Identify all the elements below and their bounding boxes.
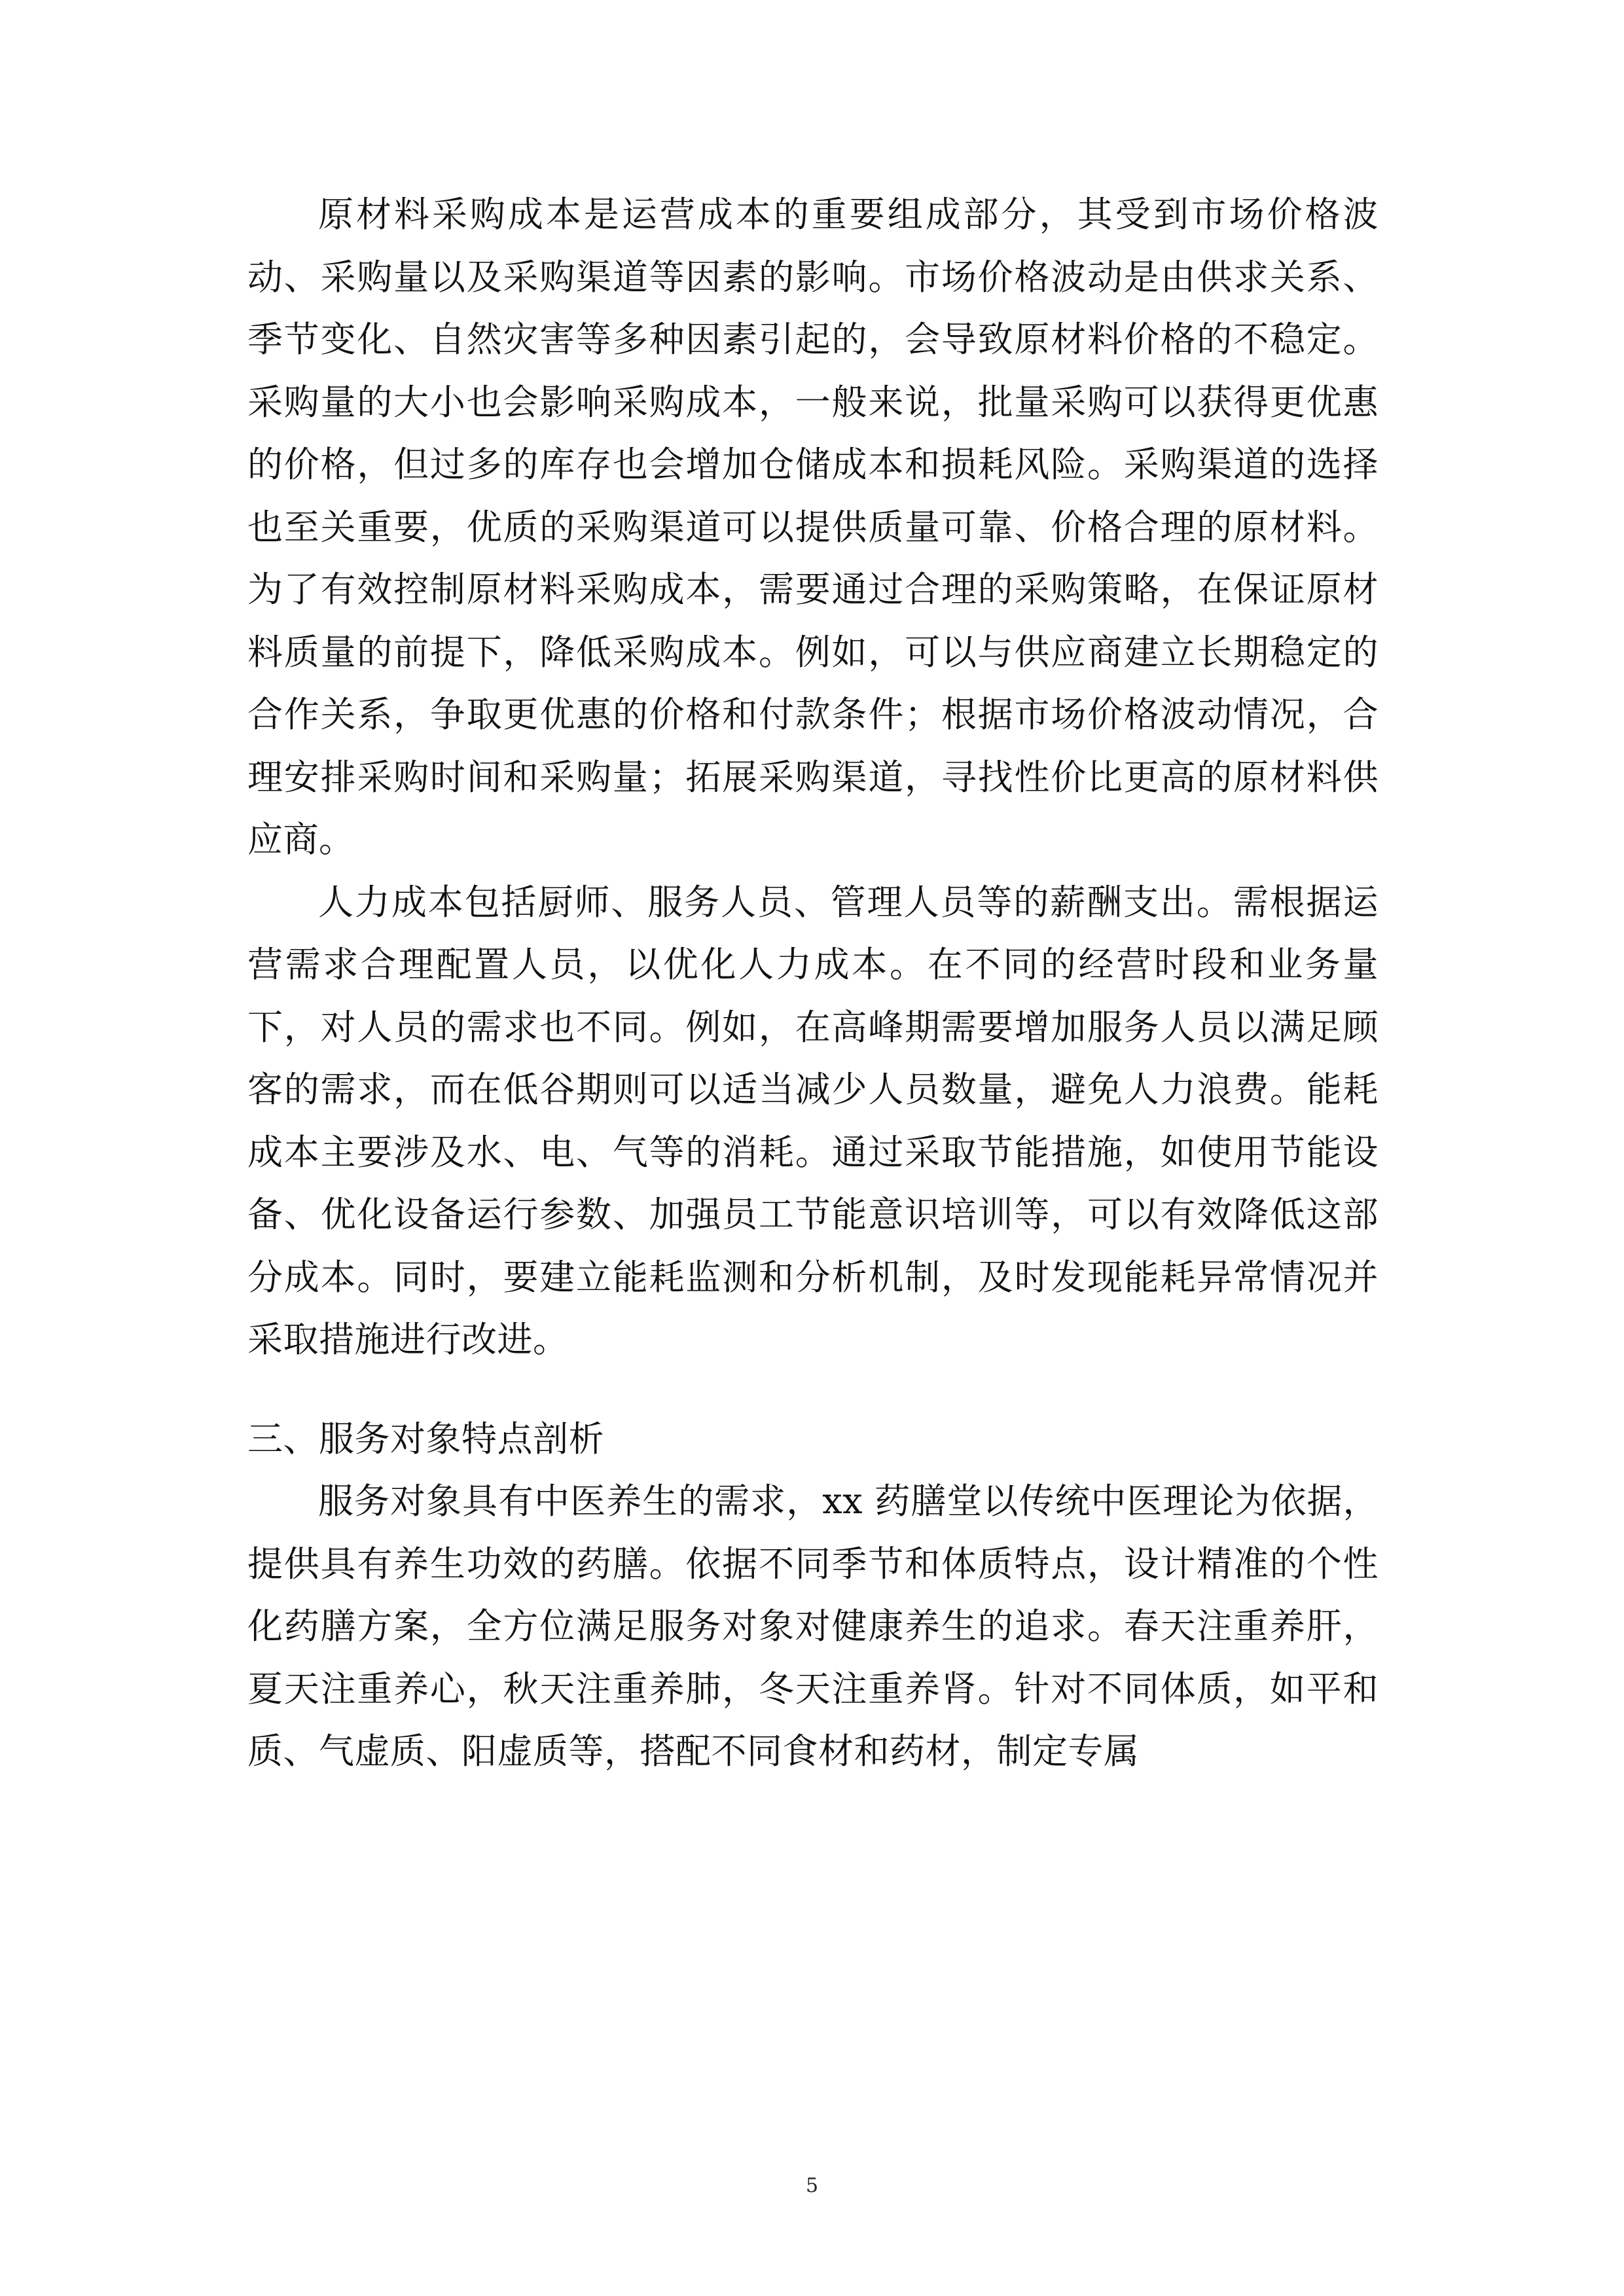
body-text [247, 183, 1379, 1783]
page-number: 5 [805, 2174, 819, 2197]
section-heading: 三、服务对象特点剖析 [247, 1418, 604, 1460]
paragraph-raw-material-cost: 原材料采购成本是运营成本的重要组成部分，其受到市场价格波动、采购量以及采购渠道等因素的影响。市场价格波动是由供求关系、季节变化、自然灾害等多种因素引起的，会导致原材料价格的不稳定。采购量的大小也会影响采购成本，一般来说，批量采购可以获得更优惠的价格，但过多的库存也会增加仓储成本和损耗风险。采购渠道的选择也至关重要，优质的采购渠道可以提供质量可靠、价格合理的原材料。为了有效控制原材料采购成本，需要通过合理的采购策略，在保证原材料质量的前提下，降低采购成本。例如，可以与供应商建立长期稳定的合作关系，争取更优惠的价格和付款条件；根据市场价格波动情况，合理安排采购时间和采购量；拓展采购渠道，寻找性价比更高的原材料供应商。 [247, 194, 1379, 860]
paragraph-service-target: 服务对象具有中医养生的需求，xx 药膳堂以传统中医理论为依据，提供具有养生功效的药膳。依据不同季节和体质特点，设计精准的个性化药膳方案，全方位满足服务对象对健康养生的追求。春天注重养肝，夏天注重养心，秋天注重养肺，冬天注重养肾。针对不同体质，如平和质、气虚质、阳虚质等，搭配不同食材和药材，制定专属 [247, 1480, 1379, 1772]
paragraph-labor-energy-cost: 人力成本包括厨师、服务人员、管理人员等的薪酬支出。需根据运营需求合理配置人员，以优化人力成本。在不同的经营时段和业务量下，对人员的需求也不同。例如，在高峰期需要增加服务人员以满足顾客的需求，而在低谷期则可以适当减少人员数量，避免人力浪费。能耗成本主要涉及水、电、气等的消耗。通过采取节能措施，如使用节能设备、优化设备运行参数、加强员工节能意识培训等，可以有效降低这部分成本。同时，要建立能耗监测和分析机制，及时发现能耗异常情况并采取措施进行改进。 [247, 881, 1379, 1360]
